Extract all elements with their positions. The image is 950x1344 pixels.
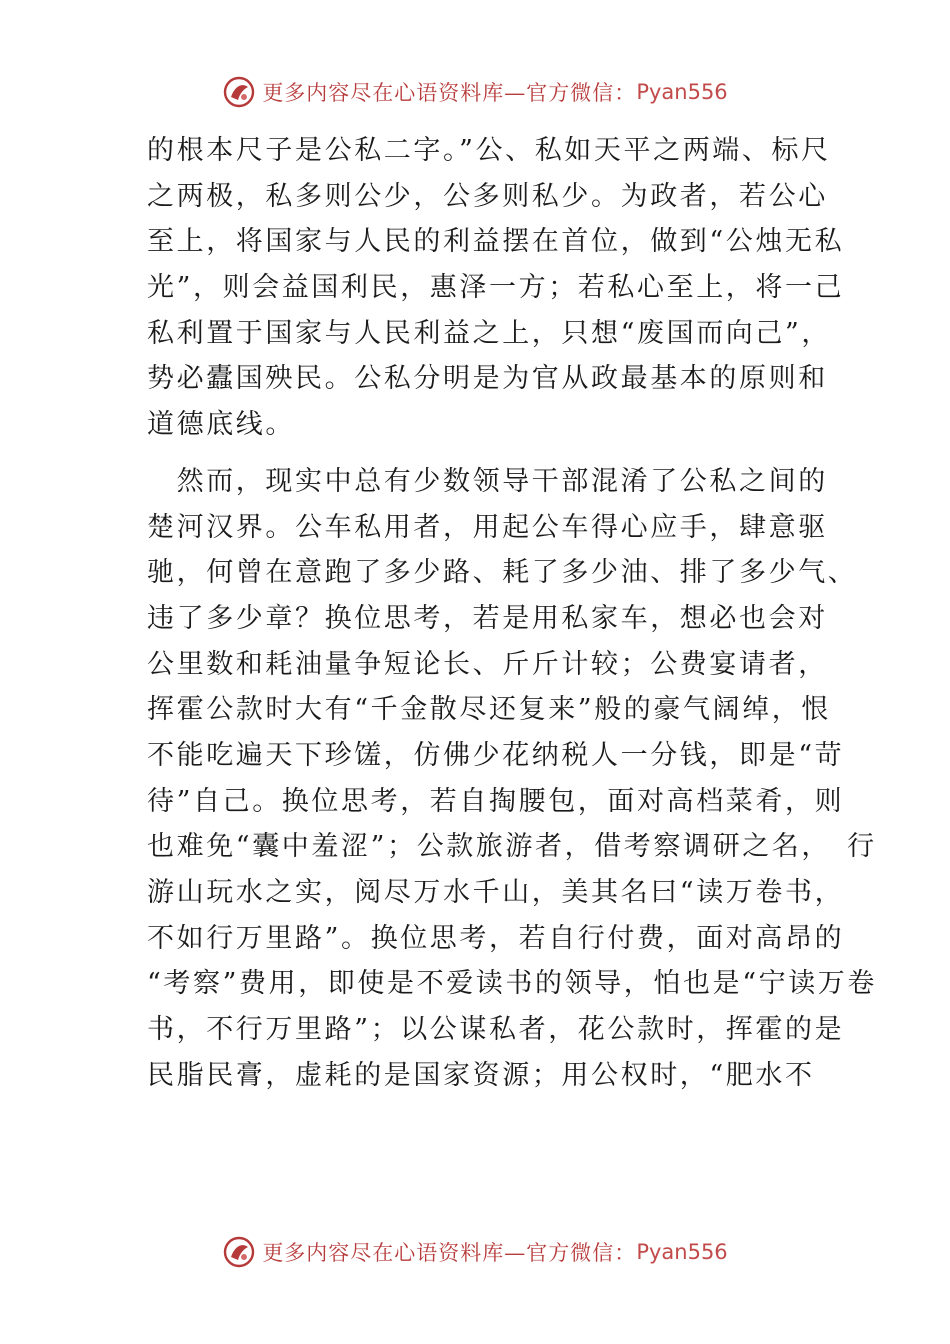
- header-banner: [0, 72, 950, 112]
- text-line: 民脂民膏，虚耗的是国家资源；用公权时，“肥水不: [147, 1059, 815, 1091]
- header-wechat-id: Pyan556: [636, 80, 728, 104]
- text-line: 的根本尺子是公私二字。”公、私如天平之两端、标尺: [147, 135, 831, 166]
- text-line: 驰，何曾在意跑了多少路、耗了多少油、排了多少气、: [147, 557, 858, 589]
- text-line: 然而，现实中总有少数领导干部混淆了公私之间的: [147, 465, 828, 497]
- text-line: 公里数和耗油量争短论长、斤斤计较；公费宴请者，: [147, 648, 828, 680]
- text-line: “考察”费用，即使是不爱读书的领导，怕也是“宁读万卷: [147, 968, 878, 1000]
- text-line: 势必蠹国殃民。公私分明是为官从政最基本的原则和: [147, 363, 828, 395]
- text-line: 私利置于国家与人民利益之上，只想“废国而向己”，: [147, 317, 832, 349]
- text-line: 不能吃遍天下珍馐，仿佛少花纳税人一分钱，即是“苛: [147, 739, 845, 771]
- text-line: 之两极，私多则公少，公多则私少。为政者，若公心: [147, 180, 828, 212]
- text-line: 至上，将国家与人民的利益摆在首位，做到“公烛无私: [147, 226, 845, 258]
- text-line: 书，不行万里路”；以公谋私者，花公款时，挥霍的是: [147, 1014, 845, 1046]
- text-line: 光”，则会益国利民，惠泽一方；若私心至上，将一己: [147, 272, 845, 304]
- brand-logo-icon: [222, 75, 256, 109]
- footer-site-text: 更多内容尽在心语资料库—官方微信：: [262, 1241, 637, 1265]
- paragraph-2: [147, 459, 878, 1099]
- text-line: 也难免“囊中羞涩”；公款旅游者，借考察调研之名， 行: [147, 831, 877, 863]
- text-line: 待”自己。换位思考，若自掏腰包，面对高档菜肴，则: [147, 785, 845, 817]
- text-line: 不如行万里路”。换位思考，若自行付费，面对高昂的: [147, 922, 845, 954]
- brand-logo-icon: [222, 1235, 256, 1269]
- text-line: 挥霍公款时大有“千金散尽还复来”般的豪气阔绰，恨: [147, 694, 832, 726]
- text-line: 道德底线。: [147, 409, 295, 441]
- text-line: 游山玩水之实，阅尽万水千山，美其名曰“读万卷书，: [147, 877, 845, 908]
- text-line: 楚河汉界。公车私用者，用起公车得心应手，肆意驱: [147, 511, 828, 543]
- header-site-text: 更多内容尽在心语资料库—官方微信：: [262, 81, 637, 105]
- text-line: 违了多少章？换位思考，若是用私家车，想必也会对: [147, 602, 828, 634]
- paragraph-1: [147, 128, 845, 448]
- footer-banner: [0, 1232, 950, 1272]
- footer-wechat-id: Pyan556: [636, 1240, 728, 1264]
- document-body: [147, 128, 878, 1098]
